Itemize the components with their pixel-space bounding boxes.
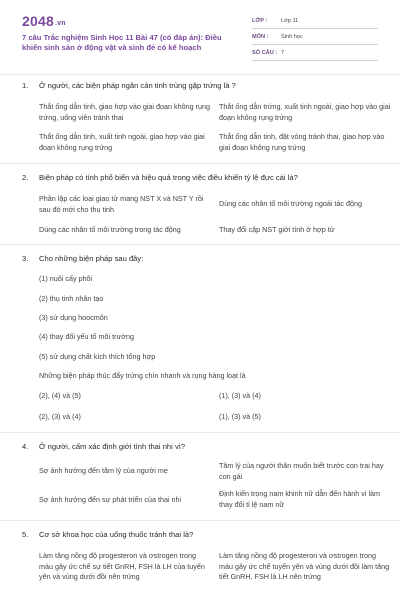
question-2 [0, 164, 400, 245]
question-header [0, 442, 400, 452]
answer-option[interactable]: Sợ ảnh hưởng đến tâm lý của người mẹ [39, 466, 168, 476]
meta-value: Sinh học [281, 34, 303, 40]
answer-options [0, 551, 400, 583]
logo-suffix: .vn [54, 20, 66, 27]
answer-options [0, 102, 400, 154]
question-number: 3. [22, 254, 29, 264]
question-number: 4. [22, 441, 29, 451]
document-title: 7 câu Trắc nghiệm Sinh Học 11 Bài 47 (có đáp án): Điều khiển sinh sản ở động vật và sinh đẻ có kế hoạch [22, 33, 222, 52]
answer-option[interactable]: Dùng các nhân tố môi trường ngoài tác động [219, 199, 362, 209]
question-text: Ở người, các biện pháp ngăn cản tinh trùng gặp trứng là ? [39, 81, 236, 90]
statement: (4) thay đổi yếu tố môi trường [39, 332, 135, 342]
answer-options [0, 194, 400, 235]
answer-option[interactable]: Thắt ống dẫn tinh, giao hợp vào giai đoạn không rụng trứng, uống viên tránh thai [39, 101, 210, 122]
question-header [0, 173, 400, 183]
answer-option[interactable]: Tâm lý của người thân muốn biết trước con trai hay con gái [219, 460, 384, 481]
statement: Những biện pháp thúc đẩy trứng chín nhanh và rụng hàng loạt là [39, 370, 246, 380]
meta-label: SỐ CÂU : [252, 50, 278, 56]
statement: (3) sử dụng hoocmôn [39, 312, 108, 322]
question-text: Ở người, cấm xác định giới tính thai nhi vì? [39, 441, 186, 451]
answer-option[interactable]: Định kiến trọng nam khinh nữ dẫn đến hành vi làm thay đổi tỉ lệ nam nữ [219, 489, 381, 510]
header-divider [0, 74, 400, 75]
statement: (1) nuôi cấy phôi [39, 274, 93, 284]
question-3 [0, 245, 400, 433]
statement: (2) thụ tinh nhân tạo [39, 293, 104, 303]
answer-option[interactable]: Sợ ảnh hưởng đến sự phát triển của thai nhi [39, 494, 182, 504]
question-1 [0, 80, 400, 164]
question-list [0, 80, 400, 583]
meta-value: Lớp 11 [281, 18, 299, 24]
answer-option[interactable]: Dùng các nhân tố môi trường trong tác động [39, 224, 181, 234]
question-number: 1. [22, 81, 29, 90]
meta-label: LỚP : [252, 18, 268, 24]
meta-row-count [252, 46, 378, 61]
answer-option[interactable]: (2), (3) và (4) [39, 412, 81, 422]
question-text: Biện pháp có tính phổ biến và hiệu quả trong việc điều khiển tỷ lệ đực cái là? [39, 173, 298, 183]
question-number: 2. [22, 173, 29, 183]
answer-option[interactable]: Phân lập các loại giao tử mang NST X và NST Y rồi sau đó mới cho thụ tinh [39, 193, 204, 214]
question-number: 5. [22, 529, 29, 539]
answer-option[interactable]: Thay đổi cặp NST giới tính ở hợp tử [219, 224, 335, 234]
meta-row-class [252, 14, 378, 29]
meta-table [252, 14, 378, 61]
answer-option[interactable]: Thắt ống dẫn tinh, đặt vòng tránh thai, giao hợp vào giai đoạn không rụng trứng [219, 132, 385, 153]
question-header [0, 254, 400, 264]
meta-value: 7 [281, 50, 285, 56]
statement: (5) sử dụng chất kích thích tổng hợp [39, 351, 156, 361]
answer-option[interactable]: Thắt ống dẫn trứng, xuất tinh ngoài, giao hợp vào giai đoạn không rụng trứng [219, 101, 391, 122]
answer-options [0, 391, 400, 423]
question-4 [0, 433, 400, 521]
site-logo[interactable] [22, 13, 66, 29]
answer-option[interactable]: (1), (3) và (5) [219, 412, 261, 422]
answer-option[interactable]: (1), (3) và (4) [219, 391, 261, 401]
meta-label: MÔN : [252, 34, 269, 40]
answer-options [0, 461, 400, 511]
answer-option[interactable]: Thắt ống dẫn tinh, xuất tinh ngoài, giao hợp vào giai đoạn không rụng trứng [39, 132, 205, 153]
logo-text: 2048 [22, 13, 54, 29]
question-5 [0, 521, 400, 583]
question-header [0, 530, 400, 540]
answer-option[interactable]: Làm tăng nồng độ progesteron và ơstrogen trong máu gây ức chế tuyến yên và vùng dưới đồi làm tăng tiết GnRH, FSH là LH nên trứng [219, 550, 390, 582]
answer-option[interactable]: Làm tăng nồng độ progesteron và ơstrogen trong máu gây ức chế sự tiết GnRH, FSH là LH của tuyến yên và vùng dưới đồi nên trứng [39, 550, 205, 582]
document-header [0, 0, 400, 72]
question-text: Cho những biện pháp sau đây: [39, 254, 144, 264]
answer-option[interactable]: (2), (4) và (5) [39, 391, 81, 401]
meta-row-subject [252, 30, 378, 45]
question-text: Cơ sở khoa học của uống thuốc tránh thai là? [39, 529, 194, 539]
question-header [0, 81, 400, 91]
